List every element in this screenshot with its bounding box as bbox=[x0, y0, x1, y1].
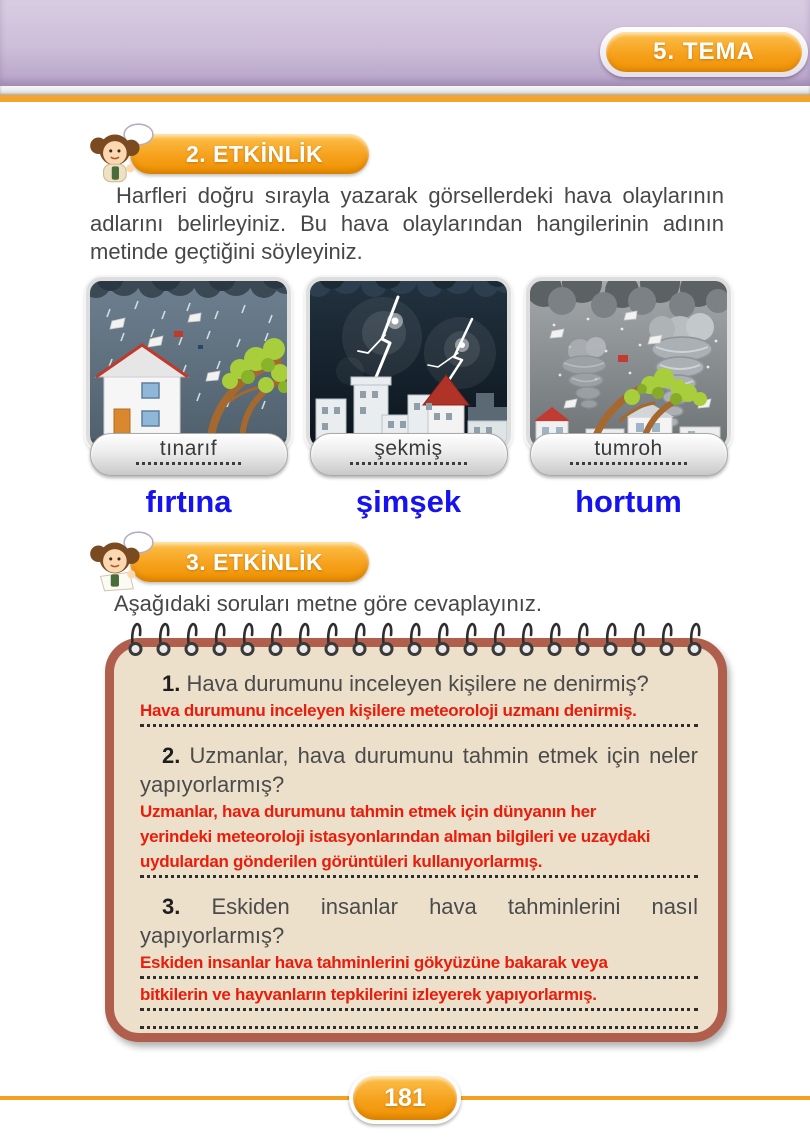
page-footer bbox=[0, 1072, 810, 1124]
activity2-badge-row bbox=[84, 123, 369, 185]
answer-line[interactable]: Eskiden insanlar hava tahminlerini gökyüzüne bakarak veya bbox=[140, 950, 698, 979]
scrambled-word: şekmiş bbox=[350, 434, 466, 465]
question-number: 3. bbox=[162, 894, 181, 919]
spiral-coil-icon bbox=[268, 611, 285, 661]
theme-badge bbox=[600, 27, 808, 77]
answer-line[interactable]: bitkilerin ve hayvanların tepkilerini izleyerek yapıyorlarmış. bbox=[140, 982, 698, 1011]
weather-item-storm bbox=[86, 277, 291, 520]
spiral-coil-icon bbox=[603, 611, 620, 661]
spiral-coil-icon bbox=[491, 611, 508, 661]
question-block-3 bbox=[140, 892, 698, 1029]
weather-item-tornado bbox=[526, 277, 731, 520]
student-answer-word[interactable]: fırtına bbox=[145, 484, 232, 519]
spiral-coil-icon bbox=[128, 611, 145, 661]
mascot-girl-icon bbox=[84, 123, 156, 185]
page-number-badge bbox=[349, 1072, 461, 1124]
question-number: 1. bbox=[162, 671, 181, 696]
spiral-coil-icon bbox=[575, 611, 592, 661]
spiral-coil-icon bbox=[547, 611, 564, 661]
spiral-coil-icon bbox=[435, 611, 452, 661]
weather-item-lightning bbox=[306, 277, 511, 520]
answer-line[interactable]: Uzmanlar, hava durumunu tahmin etmek için dünyanın her bbox=[140, 802, 597, 821]
spiral-coil-icon bbox=[156, 611, 173, 661]
page-number: 181 bbox=[353, 1076, 457, 1120]
spiral-coil-icon bbox=[296, 611, 313, 661]
answer-line[interactable]: uydulardan gönderilen görüntüleri kullanıyorlarmış. bbox=[140, 849, 698, 878]
question-body: Hava durumunu inceleyen kişilere ne denirmiş? bbox=[186, 671, 649, 696]
activity3-badge-label: 3. ETKİNLİK bbox=[130, 542, 369, 582]
spiral-coil-icon bbox=[519, 611, 536, 661]
activity3-instruction: Aşağıdaki soruları metne göre cevaplayınız. bbox=[114, 591, 543, 616]
spiral-coil-icon bbox=[659, 611, 676, 661]
question-body: Uzmanlar, hava durumunu tahmin etmek için neler yapıyorlarmış? bbox=[140, 743, 698, 797]
student-answer-word[interactable]: hortum bbox=[575, 484, 682, 519]
tornado-illustration bbox=[526, 277, 731, 451]
student-answer-word[interactable]: şimşek bbox=[355, 484, 462, 519]
scrambled-word-blank[interactable] bbox=[90, 433, 288, 476]
header-orange-stripe bbox=[0, 95, 810, 102]
storm-illustration bbox=[86, 277, 291, 451]
spiral-coil-icon bbox=[407, 611, 424, 661]
spiral-binding bbox=[128, 611, 704, 661]
spiral-coil-icon bbox=[631, 611, 648, 661]
questions-card bbox=[105, 638, 727, 1042]
lightning-illustration bbox=[306, 277, 511, 451]
spiral-coil-icon bbox=[463, 611, 480, 661]
scrambled-word-blank[interactable] bbox=[310, 433, 508, 476]
spiral-coil-icon bbox=[352, 611, 369, 661]
spiral-coil-icon bbox=[212, 611, 229, 661]
activity2-instruction: Harfleri doğru sırayla yazarak görsellerdeki hava olaylarının adlarını belirleyiniz. Bu hava olaylarından hangilerinin adının metinde geçtiğini söyleyiniz. bbox=[90, 183, 724, 264]
question-block-1 bbox=[140, 669, 698, 727]
spiral-coil-icon bbox=[240, 611, 257, 661]
scrambled-word-blank[interactable] bbox=[530, 433, 728, 476]
theme-badge-label: 5. TEMA bbox=[606, 32, 802, 72]
spiral-coil-icon bbox=[184, 611, 201, 661]
mascot-girl-icon bbox=[84, 531, 156, 593]
question-body: Eskiden insanlar hava tahminlerini nasıl yapıyorlarmış? bbox=[140, 894, 698, 948]
question-number: 2. bbox=[162, 743, 181, 768]
spiral-coil-icon bbox=[324, 611, 341, 661]
answer-line[interactable]: yerindeki meteoroloji istasyonlarından alman bilgileri ve uzaydaki bbox=[140, 827, 651, 846]
spiral-coil-icon bbox=[687, 611, 704, 661]
question-text bbox=[140, 892, 698, 950]
activity2-badge-label: 2. ETKİNLİK bbox=[130, 134, 369, 174]
question-block-2 bbox=[140, 741, 698, 878]
weather-images-row bbox=[86, 277, 730, 520]
question-text bbox=[140, 741, 698, 799]
answer-line[interactable]: Hava durumunu inceleyen kişilere meteoroloji uzmanı denirmiş. bbox=[140, 698, 698, 727]
question-text bbox=[140, 669, 698, 698]
scrambled-word: tınarıf bbox=[136, 434, 241, 465]
header-silver-stripe bbox=[0, 86, 810, 95]
empty-answer-line[interactable] bbox=[140, 1014, 698, 1029]
scrambled-word: tumroh bbox=[570, 434, 686, 465]
spiral-coil-icon bbox=[379, 611, 396, 661]
activity3-badge-row bbox=[84, 531, 369, 593]
